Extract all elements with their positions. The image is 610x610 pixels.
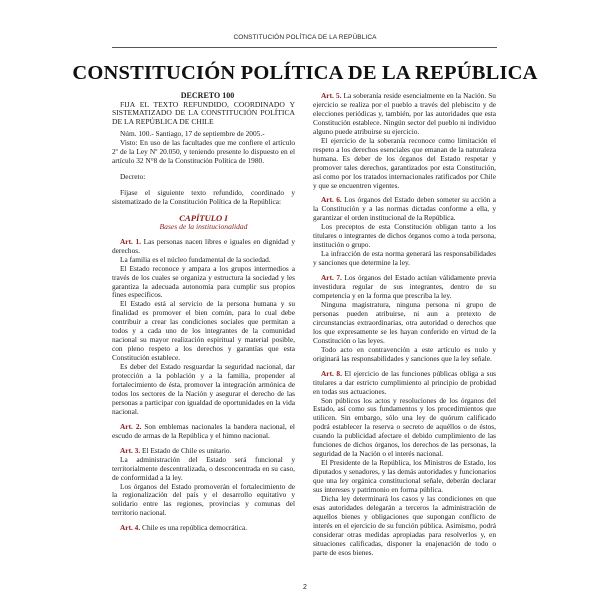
header-rule	[112, 47, 497, 48]
article-5-p1: Art. 5. La soberanía reside esencialmente en la Nación. Su ejercicio se realiza por el pueblo a través del plebiscito y de elecciones periódicas y, también, por las autoridades que esta Constitución establece. Ningún sector del pueblo ni individuo alguno puede atribuirse su ejercicio.	[313, 91, 496, 136]
article-6-p2: Los preceptos de esta Constitución obligan tanto a los titulares o integrantes de dichos órganos como a toda persona, institución o grupo.	[313, 222, 496, 250]
article-7-p2: Ninguna magistratura, ninguna persona ni grupo de personas pueden atribuirse, ni aun a pretexto de circunstancias extraordinarias, otra autoridad o derechos que los que expresamente se les hayan conferido en virtud de la Constitución o las leyes.	[313, 299, 496, 345]
article-1-p4: El Estado está al servicio de la persona humana y su finalidad es promover el bien común, para lo cual debe contribuir a crear las condiciones sociales que permitan a todos y a cada uno de los integrantes de la comunidad nacional su mayor realización espiritual y material posible, con pleno respeto a los derechos y garantías que esta Constitución establece.	[112, 299, 295, 363]
article-3-p3: Los órganos del Estado promoverán el fortalecimiento de la regionalización del país y el desarrollo equitativo y solidario entre las regiones, provincias y comunas del territorio nacional.	[112, 481, 295, 518]
article-8-p1: Art. 8. El ejercicio de las funciones públicas obliga a sus titulares a dar estricto cumplimiento al principio de probidad en todas sus actuaciones.	[313, 368, 496, 396]
chapter-subtitle: Bases de la institucionalidad	[159, 221, 248, 231]
article-3-p2: La administración del Estado será funcional y territorialmente descentralizada, o desconcentrada en su caso, de conformidad a la ley.	[112, 454, 295, 482]
article-6-p1: Art. 6. Los órganos del Estado deben someter su acción a la Constitución y a las normas dictadas conforme a ella, y garantizar el orden institucional de la República.	[313, 195, 496, 223]
article-1-label: Art. 1.	[120, 236, 142, 246]
decree-date: Núm. 100.- Santiago, 17 de septiembre de 2005.-	[120, 129, 265, 139]
left-column	[112, 92, 295, 533]
article-5-label: Art. 5.	[321, 91, 342, 100]
decreto-label: Decreto:	[120, 171, 146, 181]
article-8-p4: Dicha ley determinará los casos y las condiciones en que esas autoridades delegarán a terceros la administración de aquellos bienes y obligaciones que supongan conflicto de interés en el ejercicio de su función pública. Asimismo, podrá considerar otras medidas apropiadas para resolverlos y, en situaciones calificadas, disponer la enajenación de todo o parte de esos bienes.	[313, 493, 496, 557]
article-7-p1: Art. 7. Los órganos del Estado actúan válidamente previa investidura regular de sus integrantes, dentro de su competencia y en la forma que prescriba la ley.	[313, 273, 496, 301]
decree-subtitle: FIJA EL TEXTO REFUNDIDO, COORDINADO Y SISTEMATIZADO DE LA CONSTITUCIÓN POLÍTICA DE LA REPÚBLICA DE CHILE	[112, 99, 295, 126]
article-6-label: Art. 6.	[321, 195, 342, 205]
article-8-p2: Son públicos los actos y resoluciones de los órganos del Estado, así como sus fundamentos y los procedimientos que utilicen. Sin embargo, sólo una ley de quórum calificado podrá establecer la reserva o secreto de aquéllos o de éstos, cuando la publicidad afectare el debido cumplimiento de las funciones de dichos órganos, los derechos de las personas, la seguridad de la Nación o el interés nacional.	[313, 395, 496, 459]
article-7-p3: Todo acto en contravención a este artículo es nulo y originará las responsabilidades y sanciones que la ley señale.	[313, 344, 496, 363]
article-5-p2: El ejercicio de la soberanía reconoce como limitación el respeto a los derechos esenciales que emanan de la naturaleza humana. Es deber de los órganos del Estado respetar y promover tales derechos, garantizados por esta Constitución, así como por los tratados internacionales ratificados por Chile y que se encuentren vigentes.	[313, 135, 496, 190]
article-4-label: Art. 4.	[120, 523, 141, 533]
article-7-label: Art. 7.	[321, 273, 342, 283]
article-4-p1: Art. 4. Chile es una república democrática.	[120, 523, 248, 533]
running-header: CONSTITUCIÓN POLÍTICA DE LA REPÚBLICA	[233, 34, 377, 41]
article-6-p3: La infracción de esta norma generará las responsabilidades y sanciones que determine la ley.	[313, 249, 496, 268]
page-number: 2	[303, 584, 307, 591]
article-1-p2: La familia es el núcleo fundamental de la sociedad.	[120, 254, 271, 264]
article-8-p3: El Presidente de la República, los Ministros de Estado, los diputados y senadores, y las demás autoridades y funcionarios que una ley orgánica constitucional señale, deberán declarar sus intereses y patrimonio en forma pública.	[313, 458, 496, 495]
article-1-p1: Art. 1. Las personas nacen libres e iguales en dignidad y derechos.	[112, 236, 295, 255]
fijase-paragraph: Fíjase el siguiente texto refundido, coordinado y sistematizado de la Constitución Política de la República:	[112, 187, 295, 206]
right-column	[313, 92, 496, 558]
document-title: CONSTITUCIÓN POLÍTICA DE LA REPÚBLICA	[72, 62, 538, 84]
article-2-label: Art. 2.	[120, 421, 142, 431]
chapter-title: CAPÍTULO I	[179, 212, 228, 223]
article-1-p5: Es deber del Estado resguardar la seguridad nacional, dar protección a la población y a la familia, propender al fortalecimiento de ésta, promover la integración armónica de todos los sectores de la Nación y asegurar el derecho de las personas a participar con igualdad de oportunidades en la vida nacional.	[112, 362, 295, 416]
decree-visto: Visto: En uso de las facultades que me confiere el artículo 2º de la Ley Nº 20.050, y teniendo presente lo dispuesto en el artículo 32 N°8 de la Constitución Política de 1980.	[112, 138, 295, 166]
article-3-p1: Art. 3. El Estado de Chile es unitario.	[120, 445, 232, 455]
article-1-p3: El Estado reconoce y ampara a los grupos intermedios a través de los cuales se organiza y estructura la sociedad y les garantiza la adecuada autonomía para cumplir sus propios fines específicos.	[112, 263, 295, 300]
decree-number: DECRETO 100	[180, 91, 235, 100]
article-3-label: Art. 3.	[120, 445, 141, 455]
article-8-label: Art. 8.	[321, 368, 342, 378]
article-2-p1: Art. 2. Son emblemas nacionales la bandera nacional, el escudo de armas de la República y el himno nacional.	[112, 421, 295, 440]
